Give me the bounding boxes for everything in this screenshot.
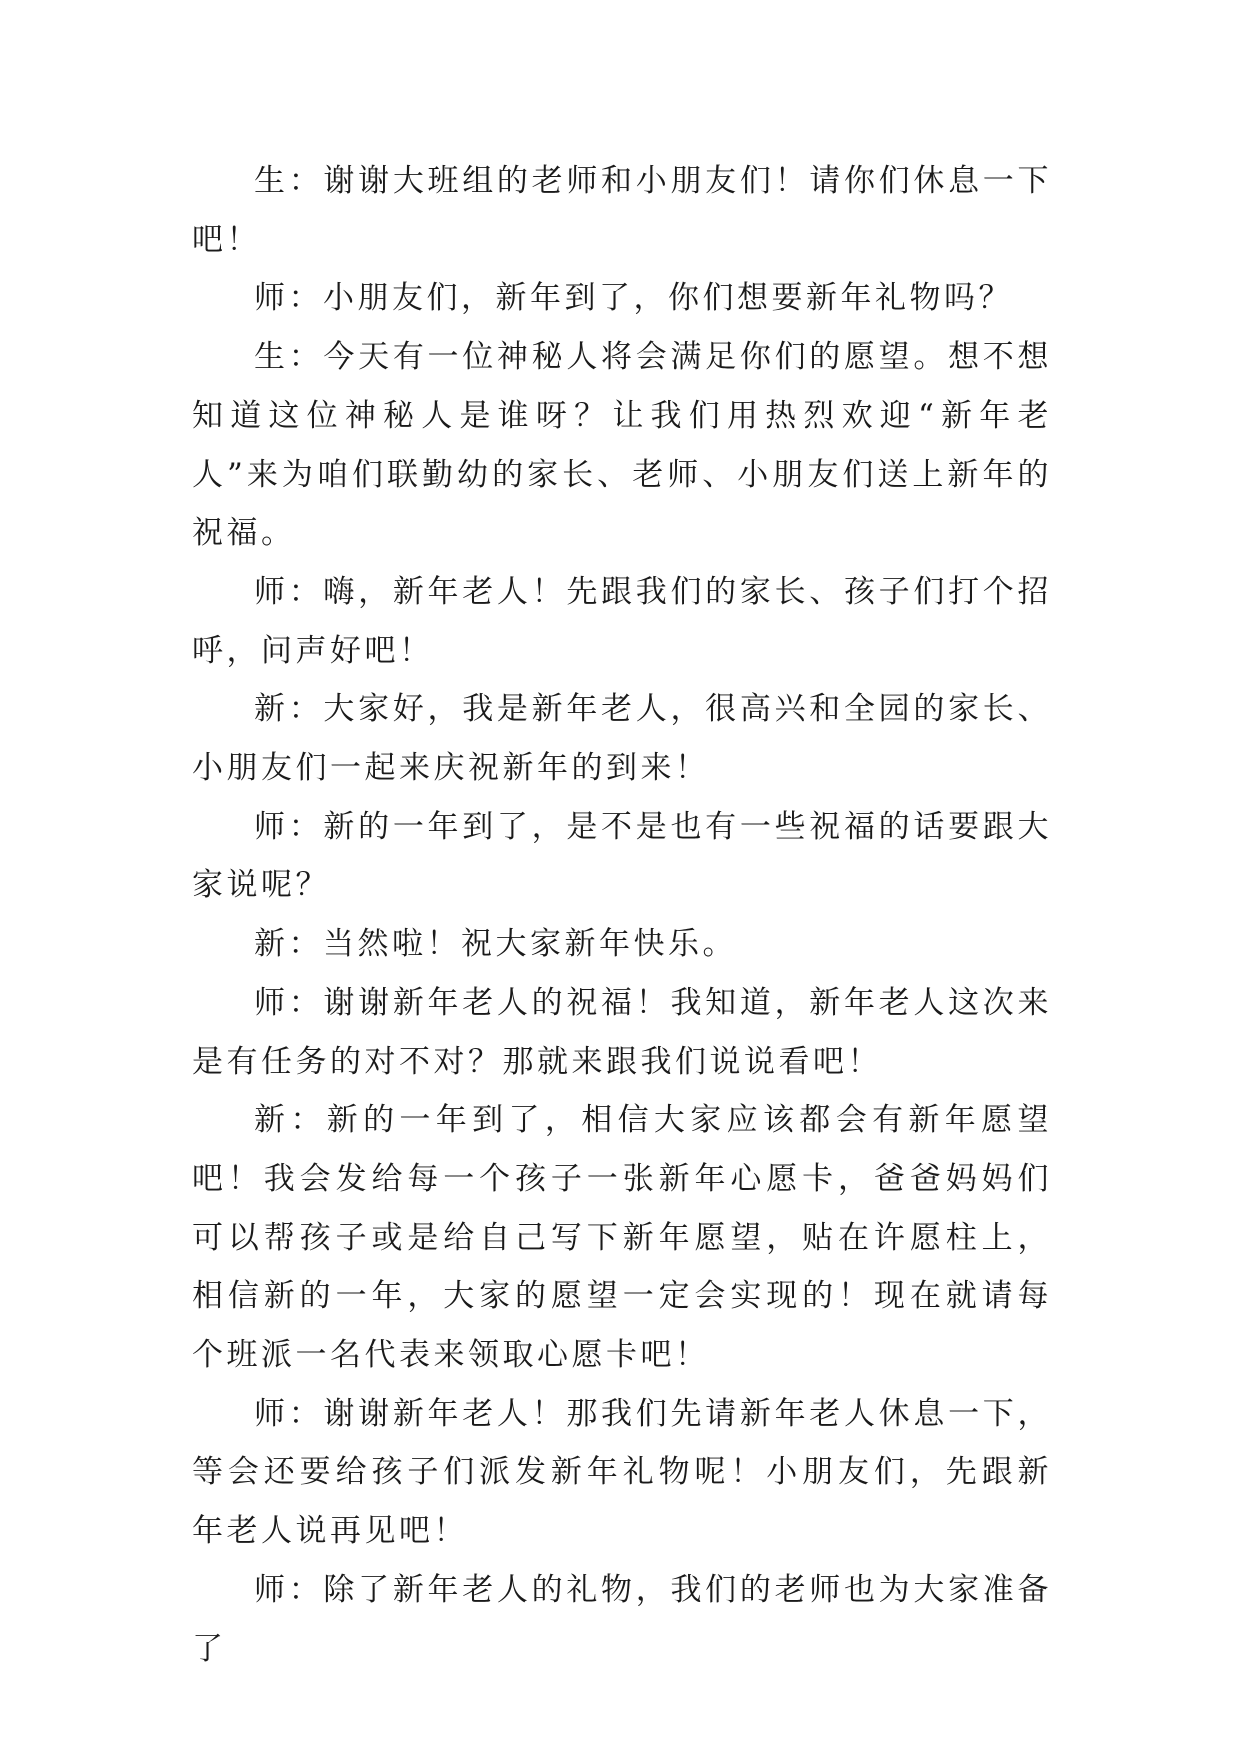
paragraph: 新：新的一年到了，相信大家应该都会有新年愿望吧！我会发给每一个孩子一张新年心愿卡，爸爸妈妈们可以帮孩子或是给自己写下新年愿望，贴在许愿柱上，相信新的一年，大家的愿望一定会实现的！现在就请每个班派一名代表来领取心愿卡吧！ <box>192 1102 1052 1374</box>
paragraph: 师：小朋友们，新年到了，你们想要新年礼物吗？ <box>254 280 1013 317</box>
paragraph: 师：谢谢新年老人的祝福！我知道，新年老人这次来是有任务的对不对？那就来跟我们说说看吧！ <box>192 984 1052 1080</box>
paragraph: 师：嗨，新年老人！先跟我们的家长、孩子们打个招呼，问声好吧！ <box>192 573 1052 669</box>
paragraph: 生：今天有一位神秘人将会满足你们的愿望。想不想知道这位神秘人是谁呀？让我们用热烈欢迎“新年老人”来为咱们联勤幼的家长、老师、小朋友们送上新年的祝福。 <box>192 339 1052 552</box>
document-body <box>192 152 1052 1678</box>
paragraph: 生：谢谢大班组的老师和小朋友们！请你们休息一下吧！ <box>192 163 1052 258</box>
paragraph: 新：大家好，我是新年老人，很高兴和全园的家长、小朋友们一起来庆祝新年的到来！ <box>192 691 1052 787</box>
paragraph: 师：除了新年老人的礼物，我们的老师也为大家准备了 <box>192 1571 1052 1667</box>
paragraph: 新：当然啦！祝大家新年快乐。 <box>254 926 737 963</box>
paragraph: 师：谢谢新年老人！那我们先请新年老人休息一下，等会还要给孩子们派发新年礼物呢！小朋友们，先跟新年老人说再见吧！ <box>192 1395 1052 1550</box>
paragraph: 师：新的一年到了，是不是也有一些祝福的话要跟大家说呢？ <box>192 808 1052 904</box>
